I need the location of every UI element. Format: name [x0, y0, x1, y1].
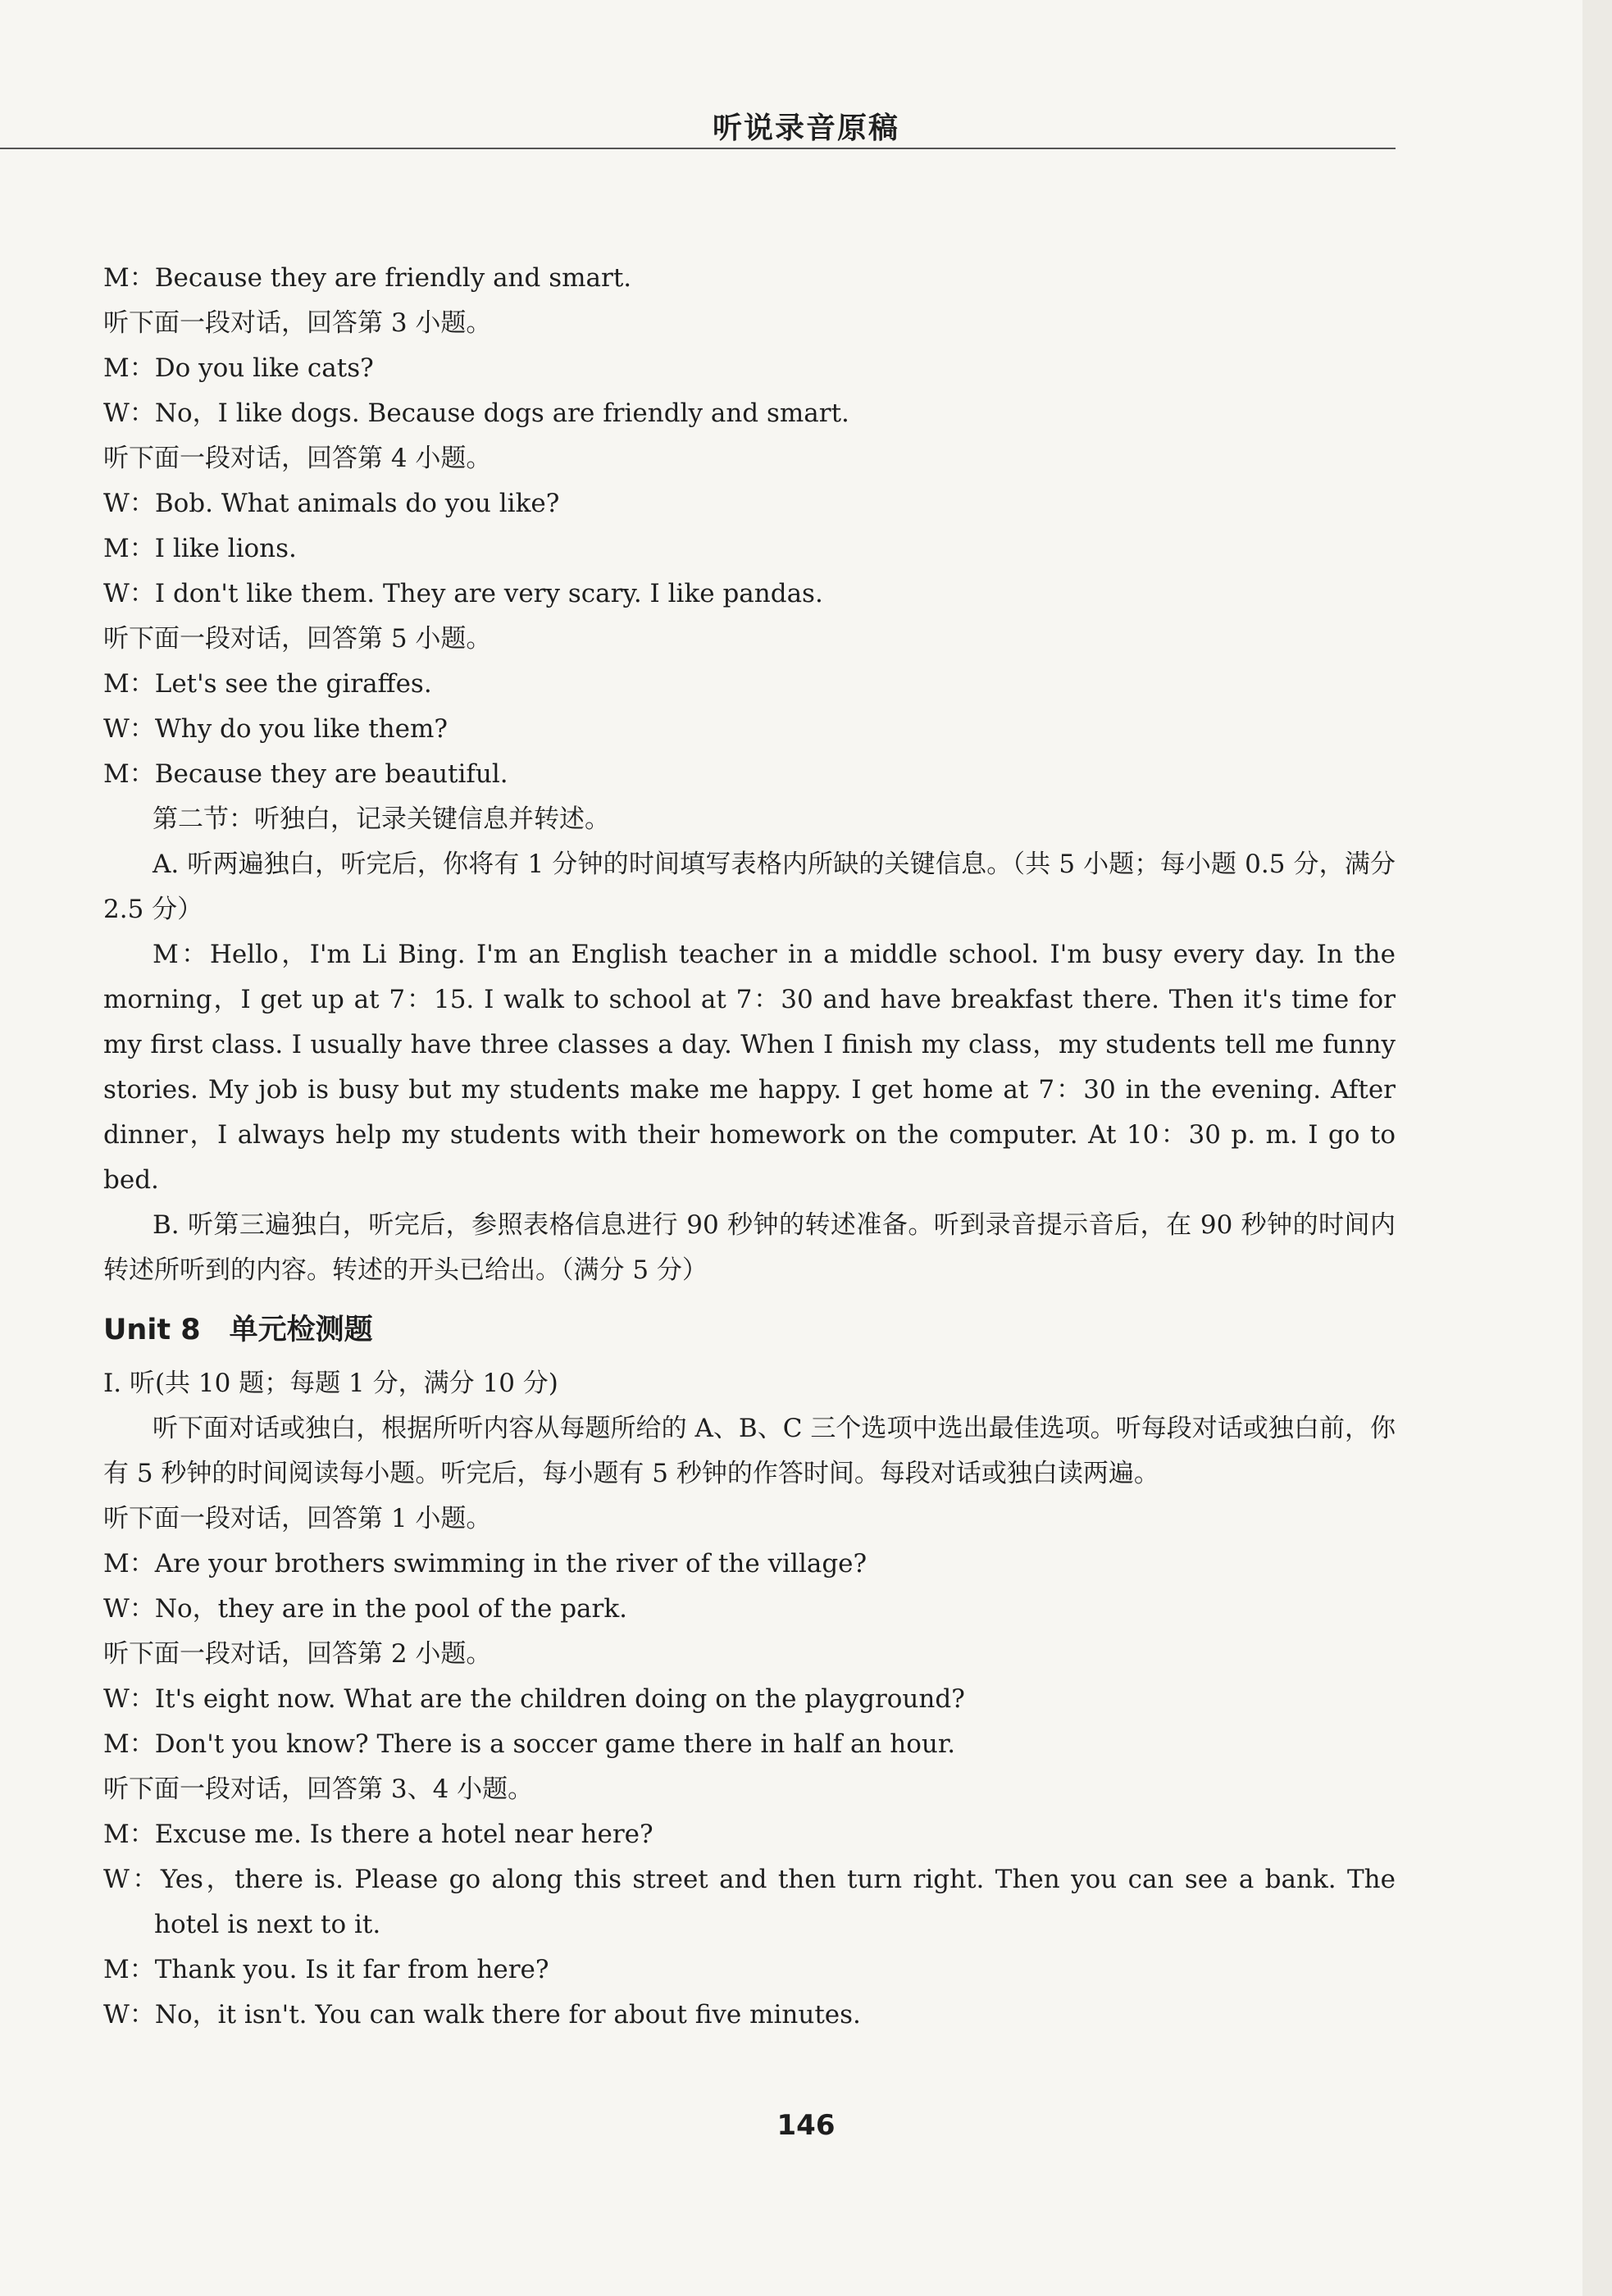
question-prompt: 听下面一段对话，回答第 3 小题。: [103, 308, 492, 338]
question-prompt: 听下面一段对话，回答第 4 小题。: [103, 444, 492, 473]
section-title: 第二节：听独白，记录关键信息并转述。: [153, 804, 610, 834]
dialogue-line: M：Do you like cats?: [103, 353, 374, 383]
dialogue-line-wrapped: W：Yes，there is. Please go along this street and then turn right. Then you can see a bank. The hotel is next to it.: [103, 1865, 1396, 1939]
dialogue-line: W：No，they are in the pool of the park.: [103, 1594, 627, 1624]
dialogue-line: W：Why do you like them?: [103, 714, 449, 744]
question-prompt: 听下面一段对话，回答第 2 小题。: [103, 1639, 492, 1669]
dialogue-line: M：I like lions.: [103, 534, 297, 563]
dialogue-line: M：Because they are beautiful.: [103, 759, 508, 789]
dialogue-line: M：Because they are friendly and smart.: [103, 263, 632, 293]
page-number: 146: [776, 2109, 836, 2142]
question-prompt: 听下面一段对话，回答第 5 小题。: [103, 624, 492, 654]
page-content: [103, 256, 1396, 2038]
section-instruction-a: A. 听两遍独白，听完后，你将有 1 分钟的时间填写表格内所缺的关键信息。（共 5 小题；每小题 0.5 分，满分 2.5 分）: [103, 850, 1396, 924]
header-divider: [0, 148, 1396, 149]
monologue-paragraph: M：Hello，I'm Li Bing. I'm an English teacher in a middle school. I'm busy every day. In the morning，I get up at 7：15. I walk to school at 7：30 and have breakfast there. Then it's time for my first class. I usually have three classes a day. When I finish my class，my students tell me funny stories. My job is busy but my students make me happy. I get home at 7：30 in the evening. After dinner，I always help my students with their homework on the computer. At 10：30 p. m. I go to bed.: [103, 940, 1396, 1195]
dialogue-line: W：It's eight now. What are the children doing on the playground?: [103, 1684, 965, 1714]
question-prompt: 听下面一段对话，回答第 3、4 小题。: [103, 1774, 534, 1804]
unit-heading: Unit 8 单元检测题: [103, 1314, 373, 1346]
section-instruction-b: B. 听第三遍独白，听完后，参照表格信息进行 90 秒钟的转述准备。听到录音提示音后，在 90 秒钟的时间内转述所听到的内容。转述的开头已给出。（满分 5 分）: [103, 1210, 1396, 1285]
dialogue-line: W：Bob. What animals do you like?: [103, 489, 560, 518]
dialogue-line: W：No，I like dogs. Because dogs are friendly and smart.: [103, 399, 849, 428]
dialogue-line: W：I don't like them. They are very scary. I like pandas.: [103, 579, 823, 608]
dialogue-line: M：Excuse me. Is there a hotel near here?: [103, 1820, 653, 1849]
dialogue-line: M：Thank you. Is it far from here?: [103, 1955, 549, 1984]
dialogue-line: M：Don't you know? There is a soccer game there in half an hour.: [103, 1729, 956, 1759]
dialogue-line: M：Are your brothers swimming in the river of the village?: [103, 1549, 867, 1578]
part-instructions: 听下面对话或独白，根据所听内容从每题所给的 A、B、C 三个选项中选出最佳选项。听每段对话或独白前，你有 5 秒钟的时间阅读每小题。听完后，每小题有 5 秒钟的作答时间。每段对话或独白读两遍。: [103, 1414, 1396, 1488]
page-edge-shadow: [1582, 0, 1612, 2296]
page-header-title: 听说录音原稿: [712, 112, 899, 145]
part-title: Ⅰ. 听(共 10 题；每题 1 分，满分 10 分): [103, 1369, 558, 1398]
dialogue-line: M：Let's see the giraffes.: [103, 669, 432, 699]
question-prompt: 听下面一段对话，回答第 1 小题。: [103, 1504, 492, 1533]
dialogue-line: W：No，it isn't. You can walk there for about five minutes.: [103, 2000, 861, 2029]
